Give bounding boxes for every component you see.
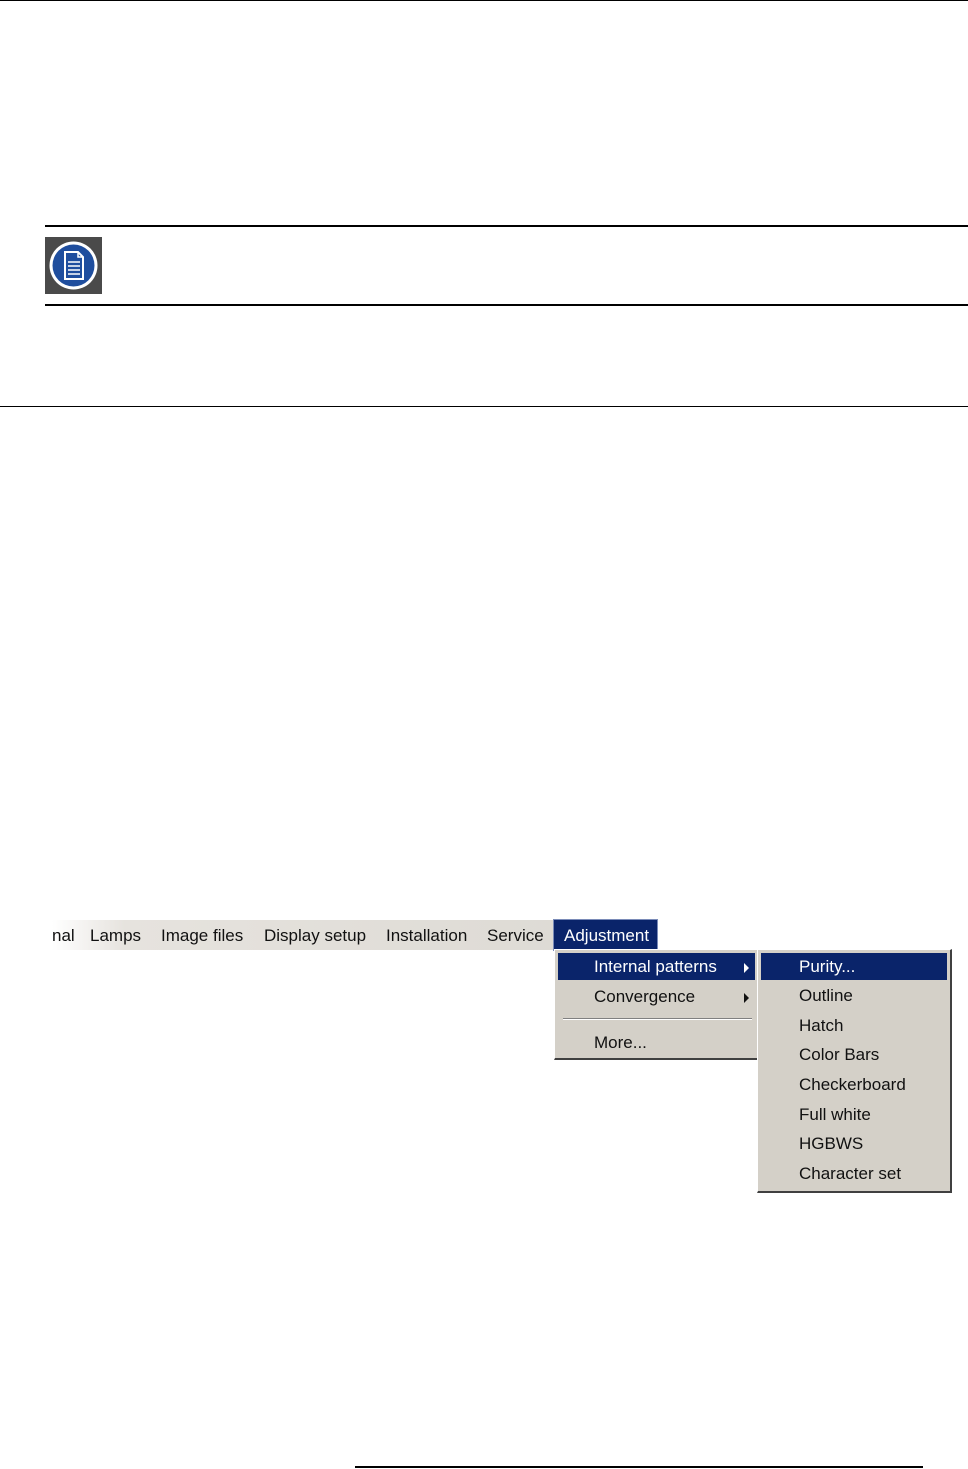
submenu-item-character-set[interactable] — [761, 1160, 947, 1187]
note-document-icon — [45, 237, 102, 294]
menu-item-label: Internal patterns — [594, 957, 717, 976]
menu-item-more[interactable] — [558, 1029, 755, 1056]
menubar-item-signal[interactable]: nal — [52, 926, 75, 945]
note-bottom-rule — [45, 304, 968, 306]
menubar-item-lamps[interactable]: Lamps — [90, 926, 142, 945]
submenu-item-label: Full white — [799, 1105, 871, 1124]
submenu-item-label: Purity... — [799, 957, 856, 976]
submenu-item-hatch[interactable] — [761, 1012, 947, 1039]
submenu-item-label: Hatch — [799, 1016, 844, 1035]
menu-screenshot — [52, 918, 952, 1194]
menu-separator — [563, 1018, 752, 1020]
internal-patterns-submenu — [757, 949, 952, 1193]
submenu-item-label: Character set — [799, 1164, 902, 1183]
submenu-item-checkerboard[interactable] — [761, 1071, 947, 1098]
submenu-item-outline[interactable] — [761, 982, 947, 1009]
menu-item-internal-patterns[interactable] — [558, 953, 755, 980]
submenu-item-label: Color Bars — [799, 1045, 880, 1064]
submenu-arrow-icon — [744, 963, 749, 973]
menubar-item-installation[interactable]: Installation — [386, 926, 468, 945]
menu-item-label: Convergence — [594, 987, 696, 1006]
submenu-arrow-icon — [744, 993, 749, 1003]
menubar-item-service[interactable]: Service — [487, 926, 544, 945]
menu-item-label: More... — [594, 1033, 647, 1052]
submenu-item-label: HGBWS — [799, 1134, 864, 1153]
menu-item-convergence[interactable] — [558, 983, 755, 1010]
top-rule — [0, 0, 968, 1]
note-top-rule — [45, 225, 968, 227]
submenu-item-full-white[interactable] — [761, 1101, 947, 1128]
menu-bar — [52, 920, 658, 950]
menubar-item-image-files[interactable]: Image files — [161, 926, 244, 945]
submenu-item-purity[interactable] — [761, 953, 947, 980]
footer-rule — [355, 1466, 923, 1468]
submenu-item-label: Checkerboard — [799, 1075, 906, 1094]
submenu-item-hgbws[interactable] — [761, 1130, 947, 1157]
adjustment-menu — [554, 949, 760, 1060]
menubar-item-adjustment[interactable]: Adjustment — [554, 920, 657, 950]
section-rule — [0, 406, 968, 407]
submenu-item-label: Outline — [799, 986, 853, 1005]
menubar-item-display-setup[interactable]: Display setup — [264, 926, 367, 945]
submenu-item-color-bars[interactable] — [761, 1041, 947, 1068]
